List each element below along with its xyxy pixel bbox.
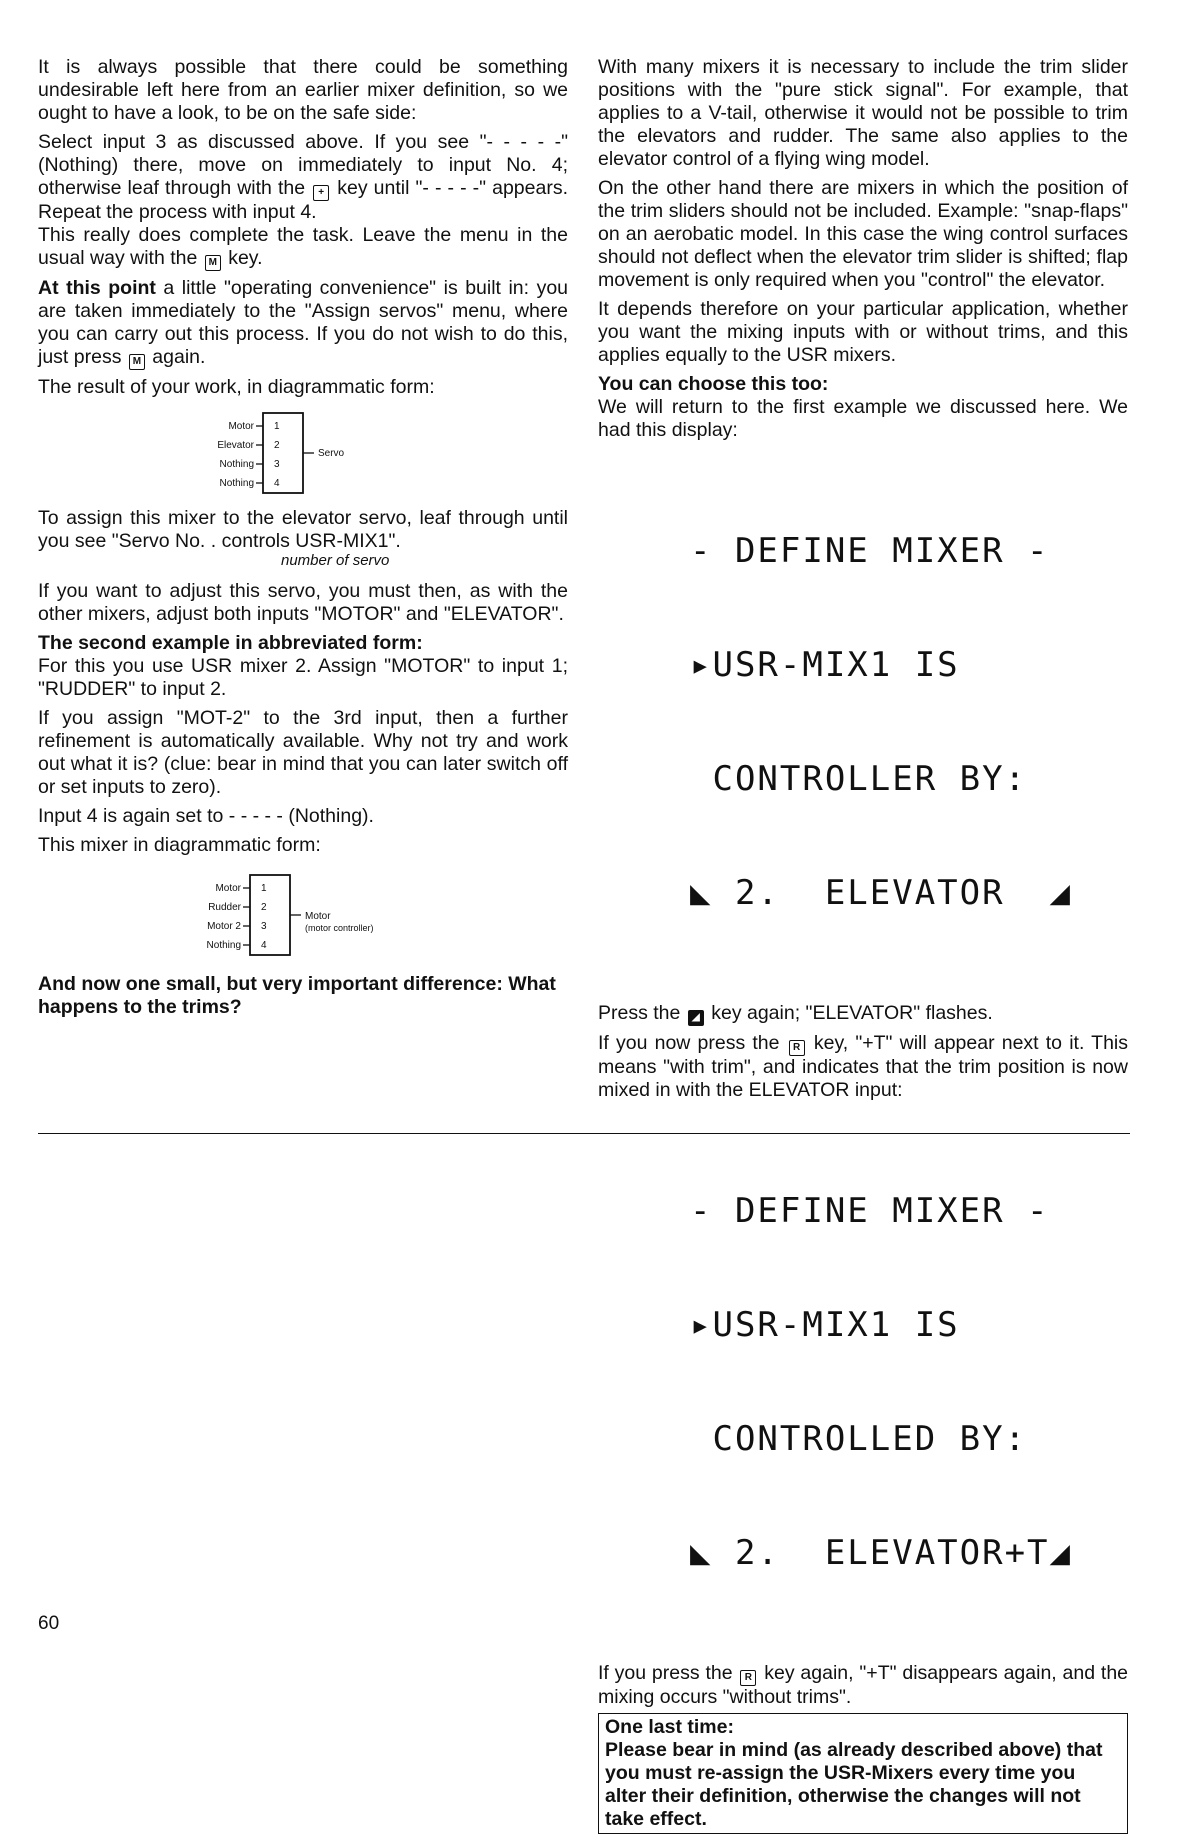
right-paragraph-2: On the other hand there are mixers in which the position of the trim sliders should not be included. Example: "snap-flaps" on an aerobatic model. In this case the wing control surfaces should not deflect when the elevator trim slider is shifted; flap movement is only required when you "control" the elevator.: [598, 177, 1128, 291]
diagram2-num-2: 2: [261, 902, 267, 913]
lcd1-line-3: CONTROLLER BY:: [690, 759, 1028, 799]
left-paragraph-2: [38, 131, 568, 224]
right-paragraph-1: With many mixers it is necessary to include the trim slider positions with the "pure stick signal". For example, that applies to a V-tail, otherwise it would not be possible to trim the elevators and rudder. The same also applies to the elevator control of a flying wing model.: [598, 56, 1128, 170]
diagram2-num-3: 3: [261, 921, 267, 932]
right-column: [598, 56, 1128, 1834]
right-paragraph-6: [598, 1032, 1128, 1102]
left-column: [38, 56, 568, 1025]
diagram1-input-1: Motor: [228, 421, 254, 432]
lcd1-line-4: ◣ 2. ELEVATOR ◢: [690, 873, 1072, 913]
left-paragraph-3-text-a: This really does complete the task. Leave the menu in the usual way with the: [38, 224, 568, 269]
trims-heading: And now one small, but very important difference: What happens to the trims?: [38, 973, 556, 1018]
left-paragraph-1: It is always possible that there could be something undesirable left here from an earlier mixer definition, so we ought to have a look, to be on the safe side:: [38, 56, 568, 124]
diagram2-num-1: 1: [261, 883, 267, 894]
footer-divider: [38, 1133, 1130, 1134]
right-paragraph-3: It depends therefore on your particular application, whether you want the mixing inputs with or without trims, and this applies equally to the USR mixers.: [598, 298, 1128, 366]
right-paragraph-6-text-a: If you now press the: [598, 1032, 780, 1054]
right-paragraph-5: [598, 1002, 1128, 1026]
at-this-point-bold: At this point: [38, 277, 156, 299]
left-paragraph-10: Input 4 is again set to - - - - - (Nothing).: [38, 805, 374, 827]
lcd2-line-1: - DEFINE MIXER -: [690, 1191, 1050, 1231]
choose-this-heading: You can choose this too:: [598, 373, 829, 395]
left-paragraph-4-text-b: again.: [152, 346, 206, 368]
left-paragraph-4-text-a: a little "operating convenience" is built in: you are taken immediately to the "Assign servos" menu, where you can carry out this process. If you do not wish to do this, just press: [38, 277, 569, 368]
right-paragraph-4: We will return to the first example we discussed here. We had this display:: [598, 396, 1128, 441]
r-key-icon: R: [740, 1670, 756, 1686]
page-number: 60: [38, 1613, 60, 1634]
last-time-notice-box: [598, 1713, 1128, 1834]
diagram2-output: Motor: [305, 911, 331, 922]
mixer-diagram-2: [38, 865, 568, 965]
lcd2-line-3: CONTROLLED BY:: [690, 1419, 1028, 1459]
right-paragraph-6-text-b: key, "+T" will appear next to it. This means "with trim", and indicates that the trim position is now mixed in with the ELEVATOR input:: [598, 1032, 1129, 1101]
diagram1-input-3: Nothing: [219, 459, 254, 470]
lcd1-line-1: - DEFINE MIXER -: [690, 531, 1050, 571]
diagram1-num-3: 3: [274, 459, 280, 470]
diagram1-output: Servo: [318, 448, 345, 459]
diagram2-input-2: Rudder: [208, 902, 241, 913]
lcd2-line-2: ▸USR-MIX1 IS: [690, 1305, 960, 1345]
mixer-diagram-1: [38, 407, 568, 499]
number-of-servo-note: number of servo: [281, 552, 390, 569]
menu-key-icon: M: [129, 354, 145, 370]
left-paragraph-2-text-a: Select input 3 as discussed above. If you see "- - - - -" (Nothing) there, move on immediately to input No. 4; otherwise leaf through with the: [38, 131, 568, 199]
right-paragraph-5-text-b: key again; "ELEVATOR" flashes.: [711, 1002, 993, 1024]
mixer-box: [263, 413, 303, 493]
notice-text: Please bear in mind (as already described above) that you must re-assign the USR-Mixers every time you alter their definition, otherwise the changes will not take effect.: [605, 1739, 1103, 1830]
lcd-display-1: [690, 456, 1128, 988]
diagram2-input-3: Motor 2: [207, 921, 241, 932]
diagram1-input-4: Nothing: [219, 478, 254, 489]
left-paragraph-8: For this you use USR mixer 2. Assign "MOTOR" to input 1; "RUDDER" to input 2.: [38, 655, 568, 700]
notice-title: One last time:: [605, 1716, 734, 1738]
diagram1-num-1: 1: [274, 421, 280, 432]
left-paragraph-3: [38, 224, 568, 271]
r-key-icon: R: [789, 1040, 805, 1056]
diagram1-num-4: 4: [274, 478, 280, 489]
left-paragraph-11: This mixer in diagrammatic form:: [38, 834, 321, 856]
diagram1-input-2: Elevator: [217, 440, 254, 451]
diagram2-output-sub: (motor controller): [305, 923, 374, 933]
right-paragraph-7-text-b: key again, "+T" disappears again, and the mixing occurs "without trims".: [598, 1662, 1129, 1708]
left-paragraph-5: The result of your work, in diagrammatic form:: [38, 376, 435, 398]
lcd2-line-4: ◣ 2. ELEVATOR+T◢: [690, 1533, 1072, 1573]
lcd-display-2: [690, 1116, 1128, 1648]
enter-key-icon: ◢: [688, 1010, 704, 1026]
right-paragraph-7-text-a: If you press the: [598, 1662, 733, 1684]
second-example-heading: The second example in abbreviated form:: [38, 632, 423, 654]
diagram2-input-4: Nothing: [206, 940, 241, 951]
right-paragraph-5-text-a: Press the: [598, 1002, 681, 1024]
left-paragraph-6: To assign this mixer to the elevator servo, leaf through until you see "Servo No. . controls USR-MIX1".: [38, 507, 568, 552]
mixer-diagram-2-svg: [38, 865, 568, 965]
right-paragraph-7: [598, 1662, 1128, 1709]
left-paragraph-3-text-b: key.: [228, 247, 263, 269]
mixer-box-2: [250, 875, 290, 955]
menu-key-icon: M: [205, 255, 221, 271]
left-paragraph-9: If you assign "MOT-2" to the 3rd input, then a further refinement is automatically available. Why not try and work out what it is? (clue: bear in mind that you can later switch off or set inputs to zero).: [38, 707, 568, 798]
left-paragraph-4: [38, 277, 568, 370]
mixer-diagram-1-svg: [38, 407, 568, 499]
left-paragraph-2-text-b: key until "- - - - -" appears. Repeat the process with input 4.: [38, 177, 569, 223]
diagram2-input-1: Motor: [215, 883, 241, 894]
plus-key-icon: +: [313, 185, 329, 201]
lcd1-line-2: ▸USR-MIX1 IS: [690, 645, 960, 685]
diagram2-num-4: 4: [261, 940, 267, 951]
diagram1-num-2: 2: [274, 440, 280, 451]
left-paragraph-7: If you want to adjust this servo, you must then, as with the other mixers, adjust both inputs "MOTOR" and "ELEVATOR".: [38, 580, 568, 625]
